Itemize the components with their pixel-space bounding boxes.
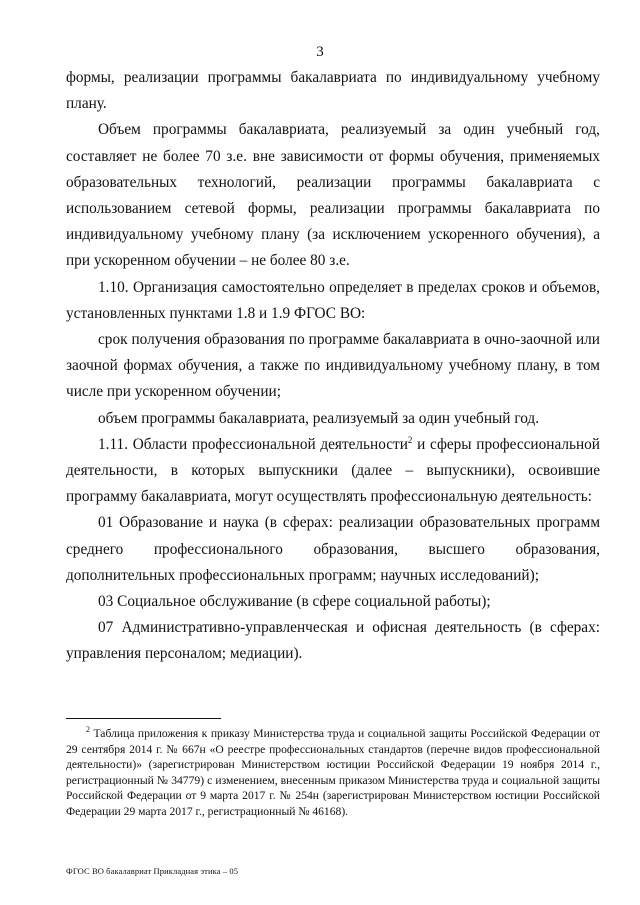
page-number: 3 [316,44,324,60]
footnote-separator [66,718,221,719]
paragraph-1-11 [66,432,600,511]
footnote-text: Таблица приложения к приказу Министерства труда и социальной защиты Российской Федерации от 29 сентября 2014 г. № 667н «О реестре профессиональных стандартов (перечне видов профессиональной деятельности)» (зарегистрирован Министерством юстиции Российской Федерации 19 ноября 2014 г., регистрационный № 34779) с изменением, внесенным приказом Министерства труда и социальной защиты Российской Федерации от 9 марта 2017 г. № 254н (зарегистрирован Министерством юстиции Российской Федерации 29 марта 2017 г., регистрационный № 46168). [66,727,600,818]
paragraph-area-01: 01 Образование и наука (в сферах: реализации образовательных программ среднего профессионального образования, высшего образования, дополнительных профессиональных программ; научных исследований); [66,514,600,584]
paragraph-1-10: 1.10. Организация самостоятельно определяет в пределах сроков и объемов, установленных пунктами 1.8 и 1.9 ФГОС ВО: [66,278,600,322]
paragraph-1-11-end: и сферы профессиональной деятельности, в которых выпускники (далее – выпускники), освоившие программу бакалавриата, могут осуществлять профессиональную деятельность: [66,435,600,506]
paragraph-area-07: 07 Административно-управленческая и офисная деятельность (в сферах: управления персоналом; медиации). [66,619,600,663]
paragraph-1-11-start: 1.11. Области профессиональной деятельности [98,435,408,453]
footnote [66,726,600,819]
paragraph-study-period: срок получения образования по программе бакалавриата в очно-заочной или заочной формах обучения, а также по индивидуальному учебному плану, в том числе при ускоренном обучении; [66,331,600,401]
paragraph-program-volume: объем программы бакалавриата, реализуемый за один учебный год. [98,409,540,427]
paragraph-area-03: 03 Социальное обслуживание (в сфере социальной работы); [98,593,491,611]
paragraph-continuation: формы, реализации программы бакалавриата по индивидуальному учебному плану. [66,69,600,113]
footnote-reference: 2 [407,434,413,445]
main-text [66,65,600,668]
paragraph-annual-volume: Объем программы бакалавриата, реализуемый за один учебный год, составляет не более 70 з.е. вне зависимости от формы обучения, применяемых образовательных технологий, реализации программы бакалавриата с использованием сетевой формы, реализации программы бакалавриата по индивидуальному учебному плану (за исключением ускоренного обучения), а при ускоренном обучении – не более 80 з.е. [66,121,600,270]
page-footer: ФГОС ВО бакалавриат Прикладная этика – 05 [66,866,239,876]
footnote-marker: 2 [86,725,90,735]
